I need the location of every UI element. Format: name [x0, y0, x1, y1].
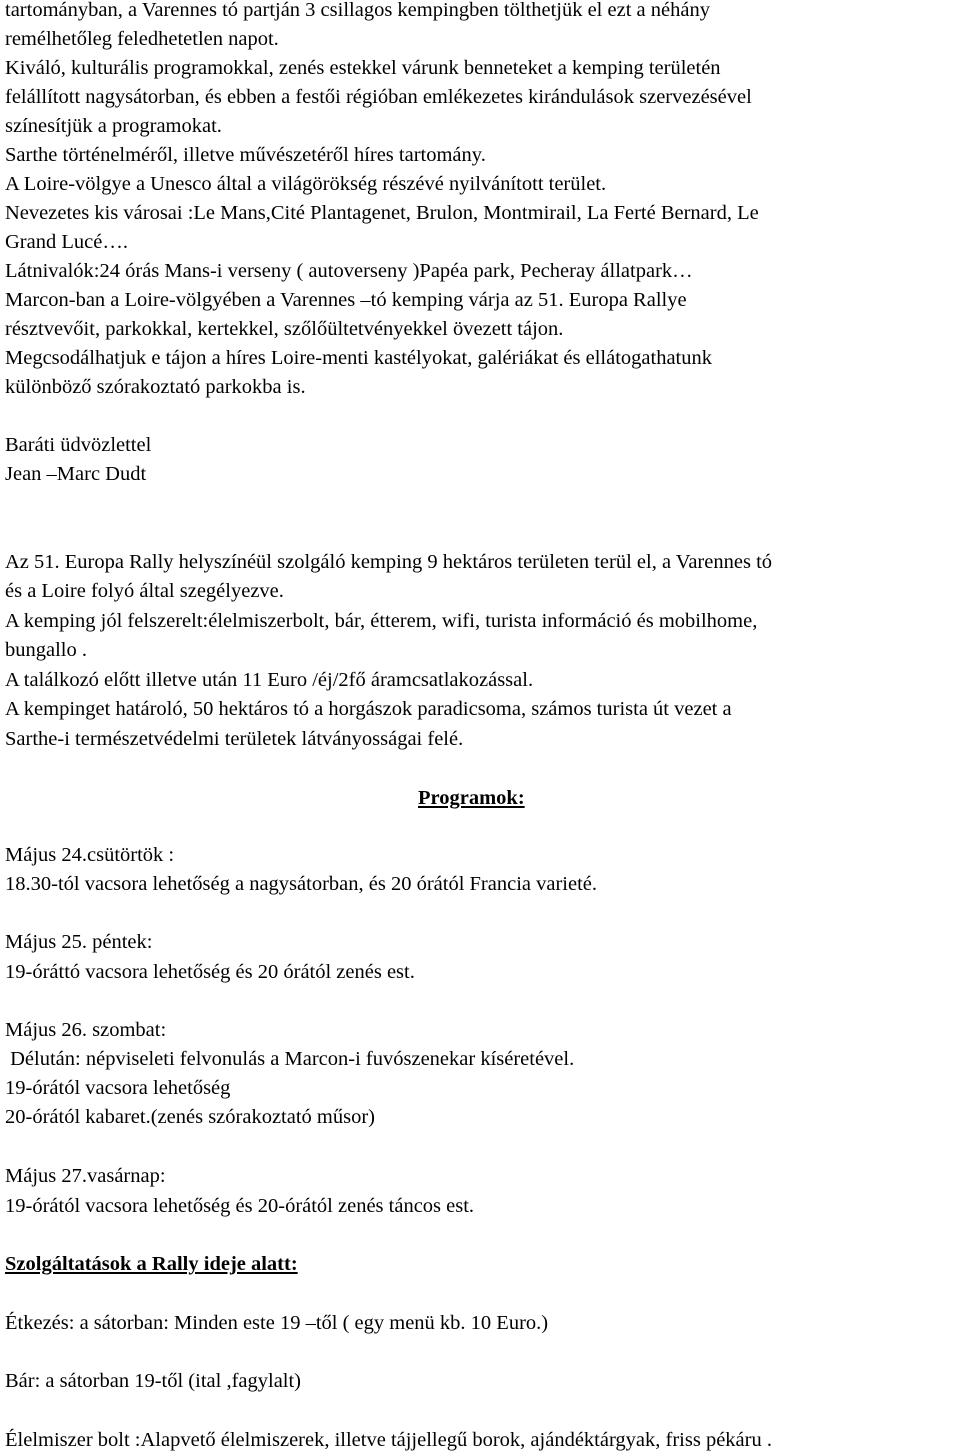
intro-line: A Loire-völgye a Unesco által a világörökség részévé nyilvánított terület. [5, 173, 607, 195]
services-heading: Szolgáltatások a Rally ideje alatt: [5, 1253, 298, 1275]
program-day-title: Május 25. péntek: [5, 931, 153, 953]
service-item: Élelmiszer bolt :Alapvető élelmiszerek, illetve tájjellegű borok, ajándéktárgyak, friss pékáru . [5, 1429, 772, 1451]
signature-name: Jean –Marc Dudt [5, 463, 147, 485]
intro-line: Marcon-ban a Loire-völgyében a Varennes –tó kemping várja az 51. Europa Rallye [5, 289, 687, 311]
camping-line: A találkozó előtt illetve után 11 Euro /éj/2fő áramcsatlakozással. [5, 669, 534, 691]
service-item: Bár: a sátorban 19-től (ital ,fagylalt) [5, 1370, 302, 1392]
camping-line: Az 51. Europa Rally helyszínéül szolgáló kemping 9 hektáros területen terül el, a Varennes tó [5, 551, 773, 573]
program-item: 18.30-tól vacsora lehetőség a nagysátorban, és 20 órától Francia varieté. [5, 873, 598, 895]
intro-line: színesítjük a programokat. [5, 115, 222, 137]
intro-line: Sarthe történelméről, illetve művészetéről híres tartomány. [5, 144, 486, 166]
program-day-title: Május 27.vasárnap: [5, 1165, 166, 1187]
program-item: 20-órától kabaret.(zenés szórakoztató műsor) [5, 1106, 375, 1128]
intro-line: Nevezetes kis városai :Le Mans,Cité Plantagenet, Brulon, Montmirail, La Ferté Bernard, Le [5, 202, 759, 224]
intro-line: Grand Lucé…. [5, 231, 128, 253]
intro-line: felállított nagysátorban, és ebben a festői régióban emlékezetes kirándulások szervezésével [5, 86, 752, 108]
camping-line: és a Loire folyó által szegélyezve. [5, 580, 284, 602]
camping-line: bungallo . [5, 639, 87, 661]
program-item: 19-órától vacsora lehetőség [5, 1077, 231, 1099]
program-item: 19-óráttó vacsora lehetőség és 20 órától zenés est. [5, 961, 415, 983]
camping-line: A kemping jól felszerelt:élelmiszerbolt, bár, étterem, wifi, turista információ és mobilhome, [5, 610, 758, 632]
intro-line: Látnivalók:24 órás Mans-i verseny ( autoverseny )Papéa park, Pecheray állatpark… [5, 260, 693, 282]
intro-line: résztvevőit, parkokkal, kertekkel, szőlőültetvényekkel övezett tájon. [5, 318, 564, 340]
program-item: Délután: népviseleti felvonulás a Marcon-i fuvószenekar kíséretével. [5, 1048, 575, 1070]
intro-line: Megcsodálhatjuk e tájon a híres Loire-menti kastélyokat, galériákat és ellátogathatunk [5, 347, 712, 369]
greeting-line: Baráti üdvözlettel [5, 434, 152, 456]
camping-line: A kempinget határoló, 50 hektáros tó a horgászok paradicsoma, számos turista út vezet a [5, 698, 732, 720]
program-item: 19-órától vacsora lehetőség és 20-órától zenés táncos est. [5, 1195, 475, 1217]
program-day-title: Május 26. szombat: [5, 1019, 167, 1041]
program-day-title: Május 24.csütörtök : [5, 844, 175, 866]
intro-line: tartományban, a Varennes tó partján 3 csillagos kempingben tölthetjük el ezt a néhány [5, 0, 710, 21]
intro-line: remélhetőleg feledhetetlen napot. [5, 28, 279, 50]
service-item: Étkezés: a sátorban: Minden este 19 –től ( egy menü kb. 10 Euro.) [5, 1312, 549, 1334]
camping-line: Sarthe-i természetvédelmi területek látványosságai felé. [5, 728, 464, 750]
intro-line: Kiváló, kulturális programokkal, zenés estekkel várunk benneteket a kemping területén [5, 57, 721, 79]
intro-line: különböző szórakoztató parkokba is. [5, 376, 306, 398]
programs-heading: Programok: [418, 787, 525, 809]
